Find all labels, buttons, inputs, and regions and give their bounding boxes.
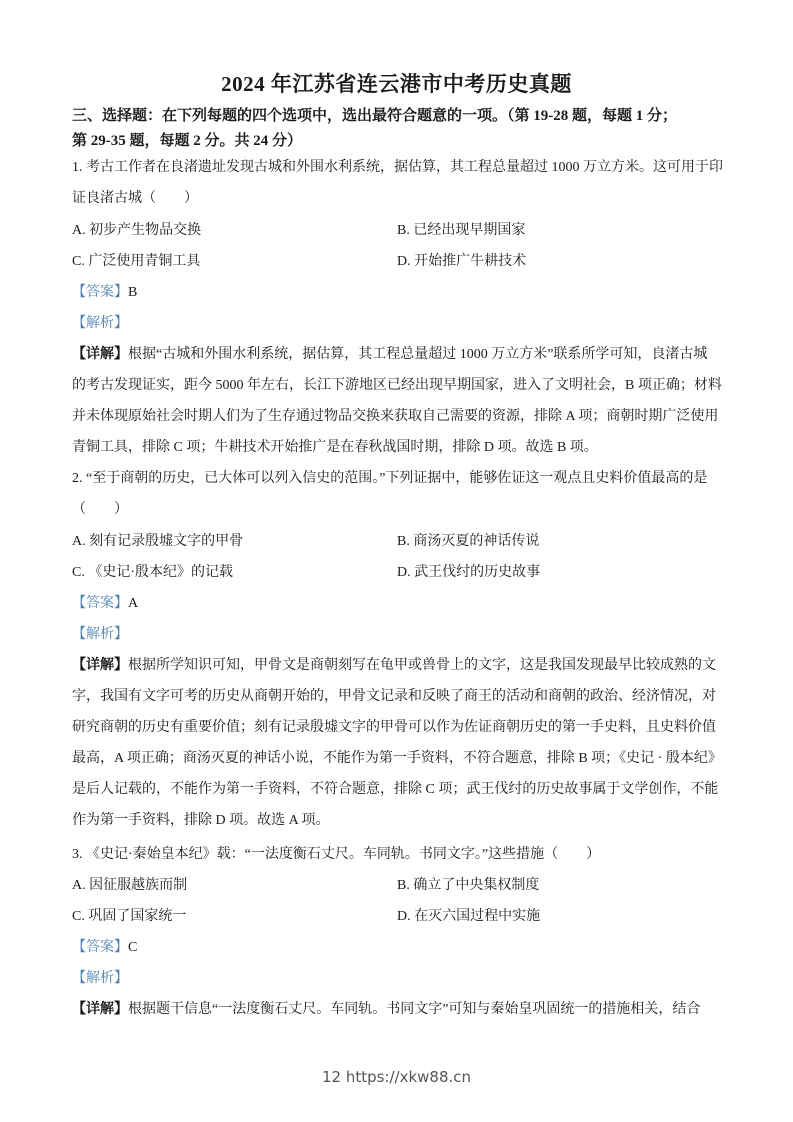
question-2-option-d: D. 武王伐纣的历史故事	[397, 565, 541, 580]
question-1-option-c: C. 广泛使用青铜工具	[72, 254, 201, 269]
page-footer	[0, 1068, 793, 1086]
question-1-answer	[72, 283, 732, 303]
question-1-option-d: D. 开始推广牛耕技术	[397, 254, 527, 269]
analysis-label: 【解析】	[72, 627, 128, 642]
section-heading-line: 三、选择题：在下列每题的四个选项中，选出最符合题意的一项。（第 19-28 题，每题 1 分；	[72, 108, 677, 124]
question-3-option-a: A. 因征服越族而制	[72, 878, 188, 893]
question-3-option-d: D. 在灭六国过程中实施	[397, 909, 541, 924]
analysis-label: 【解析】	[72, 971, 128, 986]
page-title: 2024 年江苏省连云港市中考历史真题	[221, 72, 572, 96]
detail-label: 【详解】	[72, 658, 128, 673]
question-2-stem: （ ）	[72, 502, 128, 517]
question-1-detail	[72, 345, 732, 365]
answer-value: C	[128, 940, 138, 955]
question-2-option-b: B. 商汤灭夏的神话传说	[397, 534, 540, 549]
page-number: 12	[321, 1068, 342, 1086]
answer-value: A	[128, 596, 139, 611]
question-2-option-c: C. 《史记·殷本纪》的记载	[72, 565, 233, 580]
question-2-detail: 字，我国有文字可考的历史从商朝开始的，甲骨文记录和反映了商王的活动和商朝的政治、经济情况，对	[72, 689, 716, 704]
detail-label: 【详解】	[72, 1002, 128, 1017]
answer-label: 【答案】	[72, 285, 128, 300]
question-3-option-c: C. 巩固了国家统一	[72, 909, 187, 924]
question-1-detail: 并未体现原始社会时期人们为了生存通过物品交换来获取自己需要的资源，排除 A 项；商朝时期广泛使用	[72, 409, 719, 424]
question-3-stem: 3. 《史记·秦始皇本纪》载：“一法度衡石丈尺。车同轨。书同文字。”这些措施（ ）	[72, 847, 601, 862]
analysis-label: 【解析】	[72, 316, 128, 331]
answer-label: 【答案】	[72, 596, 128, 611]
question-1-option-b: B. 已经出现早期国家	[397, 223, 526, 238]
question-2-detail: 作为第一手资料，排除 D 项。故选 A 项。	[72, 813, 330, 828]
question-1-detail: 的考古发现证实，距今 5000 年左右，长江下游地区已经出现早期国家，进入了文明社会，B 项正确；材料	[72, 378, 722, 393]
question-2-detail: 研究商朝的历史有重要价值；刻有记录殷墟文字的甲骨可以作为佐证商朝历史的第一手史料，且史料价值	[72, 720, 716, 735]
question-1-option-a: A. 初步产生物品交换	[72, 223, 202, 238]
question-2-answer	[72, 594, 732, 614]
question-3-option-b: B. 确立了中央集权制度	[397, 878, 540, 893]
answer-value: B	[128, 285, 138, 300]
question-2-detail: 是后人记载的，不能作为第一手资料，不符合题意，排除 C 项；武王伐纣的历史故事属于文学创作，不能	[72, 782, 719, 797]
detail-text: 根据所学知识可知，甲骨文是商朝刻写在龟甲或兽骨上的文字，这是我国发现最早比较成熟的文	[128, 658, 716, 673]
question-2-stem: 2. “至于商朝的历史，已大体可以列入信史的范围。”下列证据中，能够佐证这一观点且史料价值最高的是	[72, 471, 708, 486]
question-2-option-a: A. 刻有记录殷墟文字的甲骨	[72, 534, 244, 549]
question-3-detail	[72, 1000, 732, 1020]
detail-text: 根据“古城和外围水利系统，据估算，其工程总量超过 1000 万立方米”联系所学可知，良渚古城	[128, 347, 708, 362]
section-heading-line: 第 29-35 题，每题 2 分。共 24 分）	[72, 133, 302, 149]
question-2-detail	[72, 656, 732, 676]
question-1-stem: 1. 考古工作者在良渚遗址发现古城和外围水利系统，据估算，其工程总量超过 1000 万立方米。这可用于印	[72, 160, 723, 175]
question-2-analysis	[72, 625, 732, 645]
section-heading	[72, 104, 727, 154]
footer-url[interactable]: https://xkw88.cn	[345, 1068, 472, 1086]
detail-text: 根据题干信息“一法度衡石丈尺。车同轨。书同文字”可知与秦始皇巩固统一的措施相关，结合	[128, 1002, 701, 1017]
question-2-detail: 最高，A 项正确；商汤灭夏的神话小说，不能作为第一手资料，不符合题意，排除 B 项；《史记 · 殷本纪》	[72, 751, 722, 766]
detail-label: 【详解】	[72, 347, 128, 362]
question-1-detail: 青铜工具，排除 C 项；牛耕技术开始推广是在春秋战国时期，排除 D 项。故选 B 项。	[72, 440, 598, 455]
question-1-analysis	[72, 314, 732, 334]
answer-label: 【答案】	[72, 940, 128, 955]
question-1-stem: 证良渚古城（ ）	[72, 191, 198, 206]
question-3-answer	[72, 938, 732, 958]
question-3-analysis	[72, 969, 732, 989]
